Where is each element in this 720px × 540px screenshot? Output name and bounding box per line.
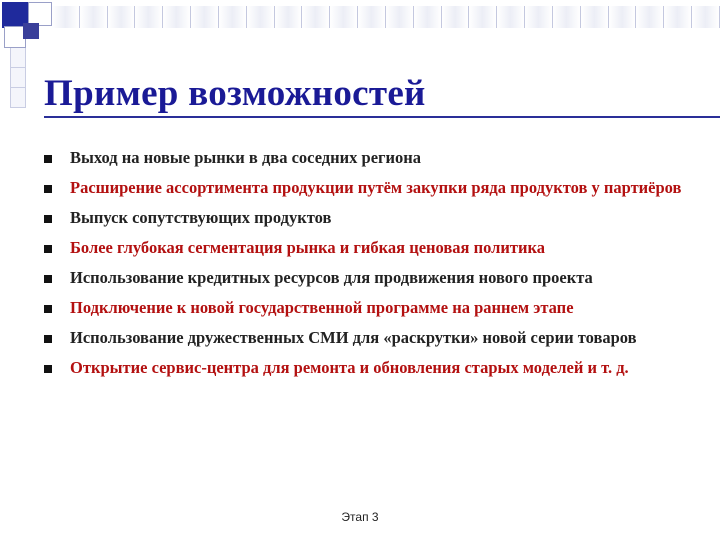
list-item xyxy=(44,146,684,170)
list-item xyxy=(44,296,684,320)
list-item-text: Более глубокая сегментация рынка и гибкая ценовая политика xyxy=(70,238,546,257)
list-item-text: Использование кредитных ресурсов для продвижения нового проекта xyxy=(70,268,593,287)
square-bullet-icon xyxy=(44,155,52,163)
band-cell xyxy=(442,6,470,28)
band-cell xyxy=(10,88,26,108)
square-bullet-icon xyxy=(44,305,52,313)
slide-footer: Этап 3 xyxy=(341,510,379,524)
band-cell xyxy=(358,6,386,28)
band-cell xyxy=(469,6,497,28)
decorative-top-band xyxy=(52,6,720,28)
band-cell xyxy=(692,6,720,28)
square-bullet-icon xyxy=(44,335,52,343)
list-item-text: Выход на новые рынки в два соседних региона xyxy=(70,148,422,167)
list-item xyxy=(44,176,684,200)
list-item xyxy=(44,326,684,350)
band-cell xyxy=(219,6,247,28)
band-cell xyxy=(247,6,275,28)
band-cell xyxy=(553,6,581,28)
list-item xyxy=(44,236,684,260)
corner-square-small xyxy=(23,23,39,39)
list-item-text: Выпуск сопутствующих продуктов xyxy=(70,208,332,227)
band-cell xyxy=(302,6,330,28)
square-bullet-icon xyxy=(44,215,52,223)
square-bullet-icon xyxy=(44,245,52,253)
band-cell xyxy=(414,6,442,28)
band-cell xyxy=(525,6,553,28)
band-cell xyxy=(135,6,163,28)
decorative-left-band xyxy=(10,48,26,108)
band-cell xyxy=(10,48,26,68)
bullet-list xyxy=(44,146,684,386)
square-bullet-icon xyxy=(44,275,52,283)
band-cell xyxy=(330,6,358,28)
list-item-text: Использование дружественных СМИ для «раскрутки» новой серии товаров xyxy=(70,328,637,347)
band-cell xyxy=(80,6,108,28)
band-cell xyxy=(52,6,80,28)
square-bullet-icon xyxy=(44,365,52,373)
list-item xyxy=(44,266,684,290)
band-cell xyxy=(108,6,136,28)
band-cell xyxy=(609,6,637,28)
title-underline xyxy=(44,116,720,118)
band-cell xyxy=(581,6,609,28)
band-cell xyxy=(664,6,692,28)
band-cell xyxy=(275,6,303,28)
band-cell xyxy=(386,6,414,28)
band-cell xyxy=(191,6,219,28)
list-item xyxy=(44,356,684,380)
slide-title: Пример возможностей xyxy=(44,73,426,114)
band-cell xyxy=(163,6,191,28)
list-item xyxy=(44,206,684,230)
list-item-text: Подключение к новой государственной программе на раннем этапе xyxy=(70,298,574,317)
list-item-text: Расширение ассортимента продукции путём закупки ряда продуктов у партиёров xyxy=(70,178,682,197)
list-item-text: Открытие сервис-центра для ремонта и обновления старых моделей и т. д. xyxy=(70,358,629,377)
square-bullet-icon xyxy=(44,185,52,193)
band-cell xyxy=(497,6,525,28)
band-cell xyxy=(636,6,664,28)
band-cell xyxy=(10,68,26,88)
